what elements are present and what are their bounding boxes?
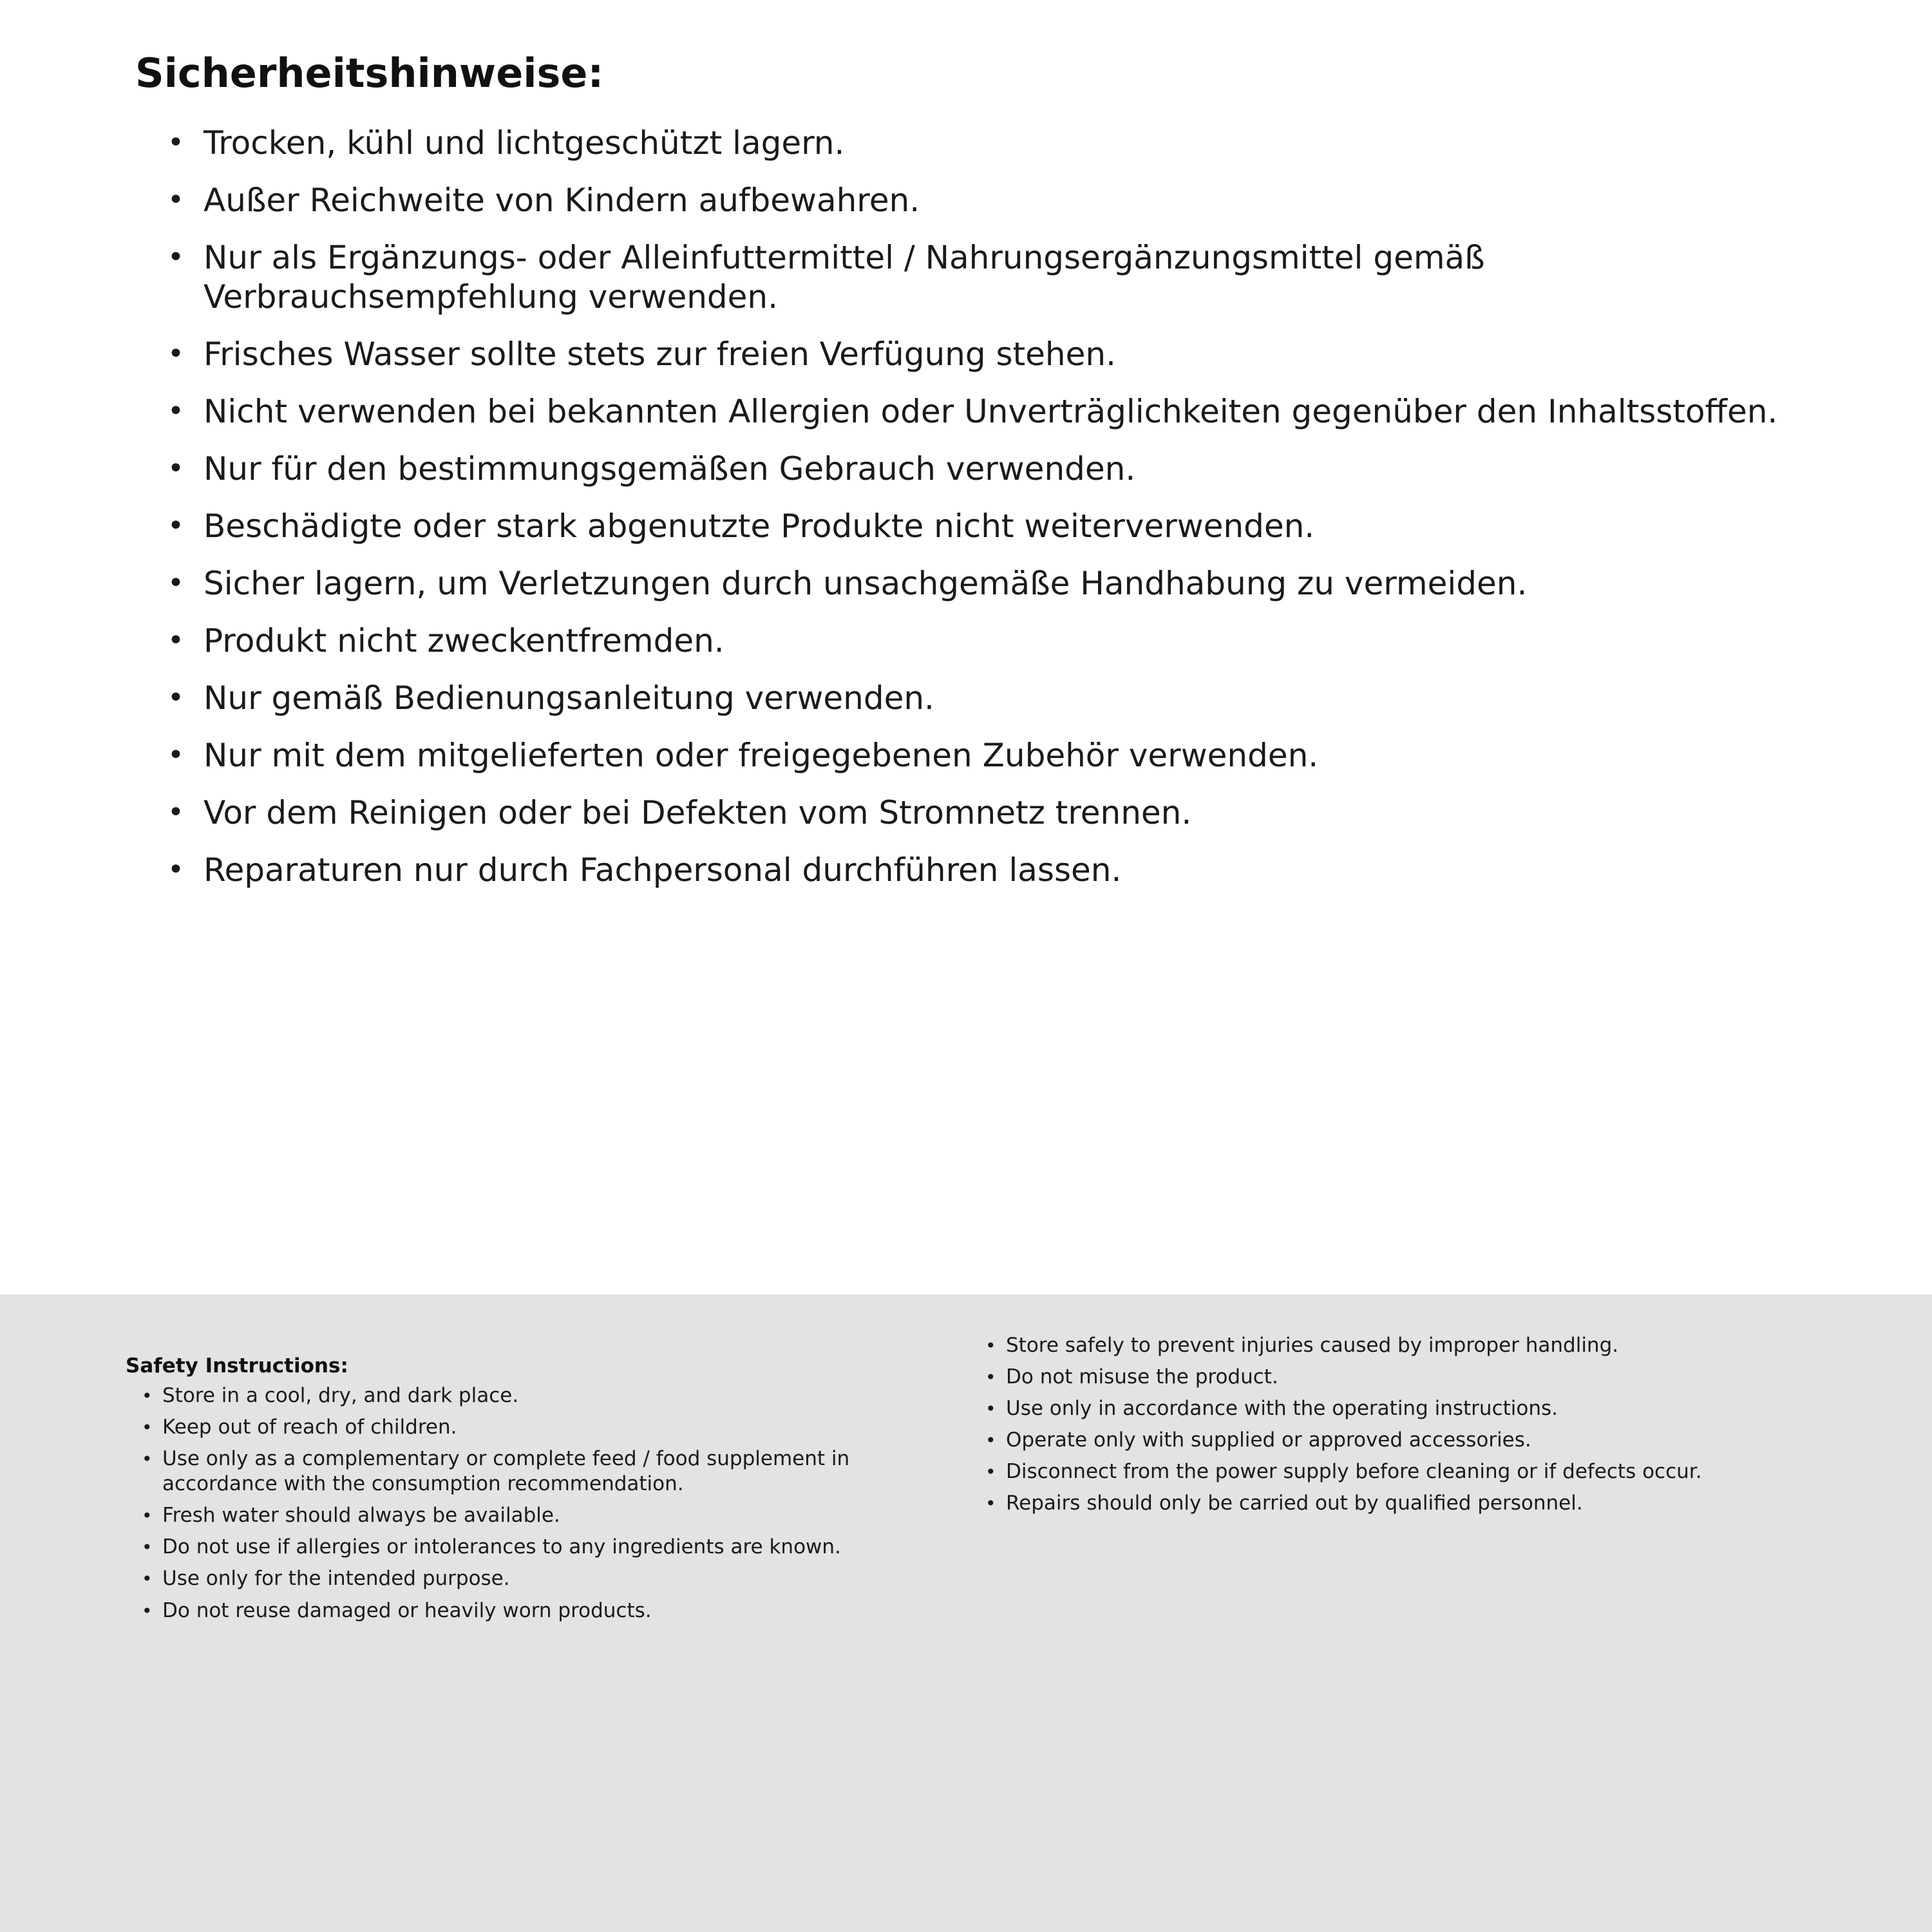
list-item-text: Außer Reichweite von Kindern aufbewahren. (204, 182, 920, 220)
list-item (985, 1428, 1810, 1453)
list-item-text: Do not use if allergies or intolerances to any ingredients are known. (162, 1535, 841, 1559)
bullet-icon: • (142, 1448, 153, 1470)
bullet-icon: • (985, 1335, 996, 1356)
list-item (167, 392, 1855, 431)
list-item (142, 1598, 902, 1624)
list-item-text: Do not misuse the product. (1006, 1365, 1278, 1389)
list-item (167, 507, 1855, 546)
list-item-text: Produkt nicht zweckentfremden. (204, 622, 724, 660)
list-item (142, 1446, 902, 1497)
bullet-icon: • (142, 1385, 153, 1407)
list-item-text: Use only for the intended purpose. (162, 1567, 510, 1591)
bullet-icon: • (985, 1493, 996, 1515)
list-item (985, 1491, 1810, 1516)
list-item-text: Operate only with supplied or approved accessories. (1006, 1428, 1531, 1452)
list-item-text: Vor dem Reinigen oder bei Defekten vom Stromnetz trennen. (204, 794, 1192, 832)
bullet-icon: • (167, 337, 184, 371)
list-item-text: Disconnect from the power supply before cleaning or if defects occur. (1006, 1460, 1702, 1484)
list-item-text: Store safely to prevent injuries caused by improper handling. (1006, 1334, 1619, 1357)
list-item (985, 1396, 1810, 1421)
list-item (985, 1365, 1810, 1390)
english-right-column (972, 1333, 1810, 1522)
list-item-text: Reparaturen nur durch Fachpersonal durchführen lassen. (204, 851, 1122, 889)
bullet-icon: • (985, 1367, 996, 1388)
bullet-icon: • (167, 567, 184, 600)
list-item (167, 450, 1855, 489)
list-item-text: Nur als Ergänzungs- oder Alleinfuttermittel / Nahrungsergänzungsmittel gemäß Verbrauchsempfehlung verwenden. (204, 239, 1485, 316)
list-item-text: Trocken, kühl und lichtgeschützt lagern. (204, 124, 845, 162)
german-section-title: Sicherheitshinweise: (135, 50, 604, 97)
bullet-icon: • (167, 395, 184, 428)
bullet-icon: • (167, 126, 184, 160)
list-item (142, 1566, 902, 1591)
bullet-icon: • (142, 1537, 153, 1558)
english-left-column (64, 1333, 902, 1630)
bullet-icon: • (985, 1430, 996, 1452)
list-item (985, 1333, 1810, 1358)
bullet-icon: • (985, 1461, 996, 1483)
bullet-icon: • (142, 1505, 153, 1527)
list-item-text: Nur für den bestimmungsgemäßen Gebrauch verwenden. (204, 450, 1136, 488)
list-item-text: Nur mit dem mitgelieferten oder freigegebenen Zubehör verwenden. (204, 737, 1319, 775)
bullet-icon: • (142, 1417, 153, 1439)
list-item (167, 793, 1855, 833)
english-safety-list-right (972, 1333, 1810, 1516)
english-section-title: Safety Instructions: (126, 1354, 348, 1378)
bullet-icon: • (167, 184, 184, 217)
list-item (167, 564, 1855, 603)
list-item (142, 1415, 902, 1440)
bullet-icon: • (167, 681, 184, 715)
list-item-text: Use only in accordance with the operating instructions. (1006, 1397, 1558, 1421)
list-item-text: Do not reuse damaged or heavily worn products. (162, 1598, 652, 1622)
list-item (142, 1535, 902, 1560)
list-item-text: Beschädigte oder stark abgenutzte Produkte nicht weiterverwenden. (204, 507, 1315, 545)
list-item-text: Repairs should only be carried out by qualified personnel. (1006, 1492, 1583, 1515)
english-columns (64, 1333, 1868, 1630)
list-item (142, 1383, 902, 1408)
list-item-text: Nur gemäß Bedienungsanleitung verwenden. (204, 679, 934, 717)
list-item-text: Fresh water should always be available. (162, 1504, 560, 1528)
list-item-text: Frisches Wasser sollte stets zur freien Verfügung stehen. (204, 336, 1116, 374)
bullet-icon: • (167, 853, 184, 887)
bullet-icon: • (167, 452, 184, 486)
list-item (167, 335, 1855, 374)
english-safety-list-left (64, 1383, 902, 1623)
list-item (167, 181, 1855, 220)
list-item-text: Keep out of reach of children. (162, 1416, 457, 1439)
bullet-icon: • (142, 1568, 153, 1590)
list-item-text: Store in a cool, dry, and dark place. (162, 1384, 519, 1408)
list-item-text: Sicher lagern, um Verletzungen durch unsachgemäße Handhabung zu vermeiden. (204, 565, 1528, 603)
english-safety-section (0, 1294, 1932, 1932)
bullet-icon: • (985, 1398, 996, 1420)
list-item (167, 124, 1855, 163)
list-item (985, 1459, 1810, 1484)
list-item-text: Use only as a complementary or complete feed / food supplement in accordance with the consumption recommendation. (162, 1447, 850, 1496)
bullet-icon: • (167, 624, 184, 658)
list-item (167, 736, 1855, 775)
bullet-icon: • (167, 796, 184, 829)
list-item (167, 851, 1855, 890)
list-item (167, 679, 1855, 718)
list-item-text: Nicht verwenden bei bekannten Allergien oder Unverträglichkeiten gegenüber den Inhaltsstoffen. (204, 393, 1778, 431)
list-item (167, 621, 1855, 661)
bullet-icon: • (167, 509, 184, 543)
german-safety-list (77, 124, 1855, 890)
list-item (142, 1503, 902, 1528)
bullet-icon: • (167, 739, 184, 772)
bullet-icon: • (142, 1600, 153, 1622)
list-item (167, 238, 1855, 317)
bullet-icon: • (167, 241, 184, 274)
